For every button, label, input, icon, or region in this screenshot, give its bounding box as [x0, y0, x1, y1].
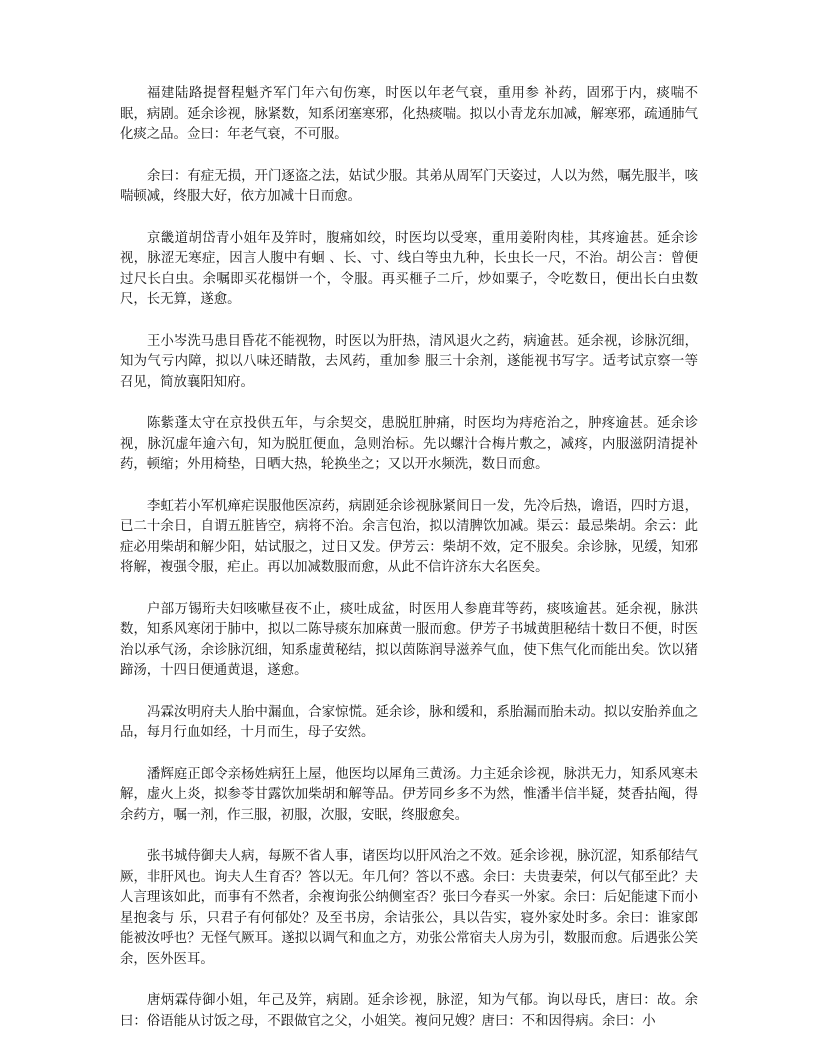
paragraph-9: 潘辉庭正郎令亲杨姓病狂上屋，他医均以犀角三黄汤。力主延余诊视，脉洪无力，知系风寒未解，虚火上炎，拟参苓甘露饮加柴胡和解等品。伊芳同乡多不为然，惟潘半信半疑，焚香拈阄，得余药方，嘱一剂，作三服，初服，次服，安眠，终服愈矣。: [120, 766, 698, 823]
paragraph-8: 冯霖汝明府夫人胎中漏血，合家惊慌。延余诊，脉和缓和，系胎漏而胎未动。拟以安胎养血之品，每月行血如经，十月而生，母子安然。: [120, 704, 698, 740]
paragraph-10: 张书城侍御夫人病，每厥不省人事，诸医均以肝风治之不效。延余诊视，脉沉涩，知系郁结气厥，非肝风也。询夫人生育否？答以无。年几何？答以不惑。余曰：夫贵妻荣，何以气郁至此？夫人言理该如此，而事有不然者，余複询张公纳侧室否？张曰今春买一外家。余曰：后妃能逮下而小星抱衾与 乐，只君子有何郁处？及至书房，余诘张公，具以告实，寝外家处时多。余曰：谁家郎能被汝呼也？无怪气厥耳。遂拟以调气和血之方，劝张公常宿夫人房为引，数服而愈。后遇张公笑余，医外医耳。: [120, 849, 698, 967]
paragraph-2: 余曰：有症无损，开门逐盗之法，姑试少服。其弟从周军门天姿过，人以为然，嘱先服半，咳喘顿减，终服大好，依方加减十日而愈。: [120, 168, 698, 204]
document-page: [120, 84, 698, 1053]
paragraph-5: 陈紫蓬太守在京投供五年，与余契交，患脱肛肿痛，时医均为痔疮治之，肿疼逾甚。延余诊视，脉沉虚年逾六旬，知为脱肛便血，急则治标。先以螺汁合梅片敷之，减疼，内服滋阴清提补药，顿缩；外用椅垫，日晒大热，轮换坐之；又以开水频洗，数日而愈。: [120, 416, 698, 472]
paragraph-1: 福建陆路提督程魁齐军门年六旬伤寒，时医以年老气衰，重用参 补药，固邪于内，痰喘不眠，病剧。延余诊视，脉紧数，知系闭塞寒邪，化热痰喘。拟以小青龙东加减，解寒邪，疏通肺气化痰之品。佥曰：年老气衰，不可服。: [120, 86, 698, 142]
paragraph-11: 唐炳霖侍御小姐，年己及笄，病剧。延余诊视，脉涩，知为气郁。询以母氏，唐曰：故。余曰：俗语能从讨饭之母，不跟做官之父，小姐笑。複问兄嫂？唐曰：不和因得病。余曰：小: [120, 993, 698, 1029]
paragraph-6: 李虹若小军机瘅疟误服他医凉药，病剧延余诊视脉紧间日一发，先冷后热，谵语，四时方退，已二十余日，自谓五脏皆空，病将不治。余言包治，拟以清脾饮加减。渠云：最忌柴胡。余云：此症必用柴胡和解少阳，姑试服之，过日又发。伊芳云：柴胡不效，定不服矣。余诊脉，见缓，知邪将解，複强令服，疟止。再以加减数服而愈，从此不信许济东大名医矣。: [120, 498, 698, 575]
paragraph-7: 户部万锡珩夫妇咳嗽昼夜不止，痰吐成盆，时医用人参鹿茸等药，痰咳逾甚。延余视，脉洪数，知系风寒闭于肺中，拟以二陈导痰东加麻黄一服而愈。伊芳子书城黄胆秘结十数日不便，时医治以承气汤，余诊脉沉细，知系虚黄秘结，拟以茵陈润导滋养气血，使下焦气化而能出矣。饮以猪蹄汤，十四日便通黄退，遂愈。: [120, 601, 698, 678]
paragraph-3: 京畿道胡岱青小姐年及笄时，腹痛如绞，时医均以受寒，重用姜附肉桂，其疼逾甚。延余诊视，脉涩无寒症，因言人腹中有蛔 、长、寸、线白等虫九种，长虫长一尺，不治。胡公言：曾便过尺长白虫。余嘱即买花榻饼一个，令服。再买榧子二斤，炒如粟子，令吃数日，便出长白虫数尺，长无算，遂愈。: [120, 230, 698, 307]
paragraph-4: 王小岑洗马患目昏花不能视物，时医以为肝热，清风退火之药，病逾甚。延余视，诊脉沉细，知为气亏内障，拟以八味还睛散，去风药，重加参 服三十余剂，遂能视书写字。适考试京察一等召见，简放襄阳知府。: [120, 333, 698, 390]
